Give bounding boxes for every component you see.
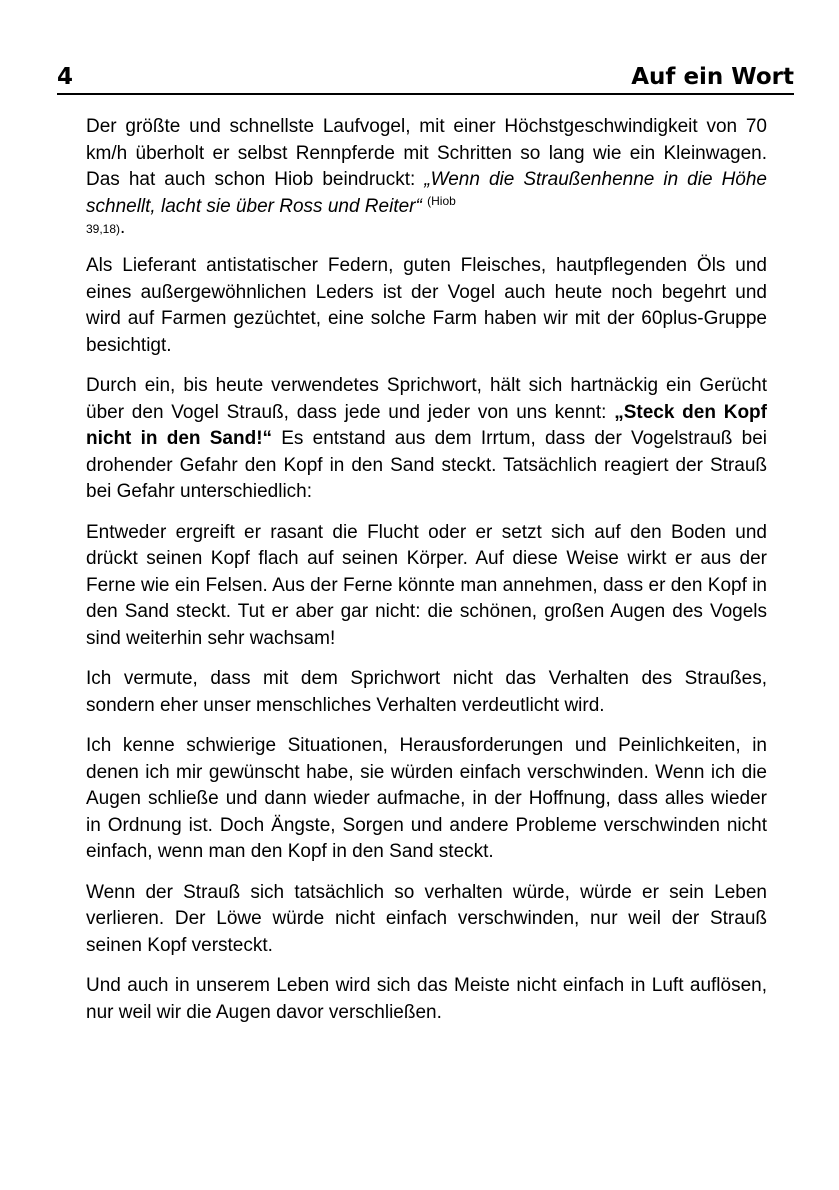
paragraph-2: Als Lieferant antistatischer Federn, guten Fleisches, hautpflegenden Öls und eines außergewöhnlichen Leders ist der Vogel auch heute noch begehrt und wird auf Farmen gezüchtet, eine solche Farm haben wir mit der 60plus-Gruppe besichtigt. — [86, 255, 767, 356]
bible-reference-a: (Hiob — [427, 193, 456, 208]
paragraph-1-end: . — [120, 217, 126, 238]
paragraph-3-before: Durch ein, bis heute verwendetes Sprichwort, hält sich hartnäckig ein Gerücht über den Vogel Strauß, dass jede und jeder von uns kennt: — [86, 375, 767, 423]
paragraph-3 — [86, 373, 767, 506]
paragraph-1-text: Der größte und schnellste Laufvogel, mit einer Höchstgeschwindigkeit von 70 km/h überholt er selbst Rennpferde mit Schritten so lang wie ein Kleinwagen. Das hat auch schon Hiob beindruckt: — [86, 116, 767, 190]
paragraph-6: Ich kenne schwierige Situationen, Herausforderungen und Peinlichkeiten, in denen ich mir gewünscht habe, sie würden einfach verschwinden. Wenn ich die Augen schließe und dann wieder aufmache, in der Hoffnung, dass alles wieder in Ordnung ist. Doch Ängste, Sorgen und andere Probleme verschwinden nicht einfach, wenn man den Kopf in den Sand steckt. — [86, 735, 767, 862]
paragraph-7: Wenn der Strauß sich tatsächlich so verhalten würde, würde er sein Leben verlieren. Der Löwe würde nicht einfach verschwinden, nur weil der Strauß seinen Kopf versteckt. — [86, 881, 767, 956]
paragraph-1 — [86, 114, 767, 239]
article-body — [86, 114, 767, 1040]
paragraph-3-after: Es entstand aus dem Irrtum, dass der Vogelstrauß bei drohender Gefahr den Kopf in den Sand steckt. Tatsächlich reagiert der Strauß bei Gefahr unterschiedlich: — [86, 428, 767, 502]
page-title: Auf ein Wort — [631, 64, 794, 90]
paragraph-8: Und auch in unserem Leben wird sich das Meiste nicht einfach in Luft auflösen, nur weil wir die Augen davor verschließen. — [86, 975, 767, 1023]
paragraph-5: Ich vermute, dass mit dem Sprichwort nicht das Verhalten des Straußes, sondern eher unser menschliches Verhalten verdeutlicht wird. — [86, 668, 767, 716]
page-number: 4 — [57, 64, 74, 90]
page-header — [57, 58, 794, 95]
bible-reference-b: 39,18) — [86, 222, 121, 236]
proverb-quote: „Steck den Kopf nicht in den Sand!“ — [86, 401, 767, 449]
bible-quote: „Wenn die Straußenhenne in die Höhe schnellt, lacht sie über Ross und Reiter“ — [86, 169, 767, 217]
paragraph-4: Entweder ergreift er rasant die Flucht oder er setzt sich auf den Boden und drückt seinen Kopf flach auf seinen Körper. Auf diese Weise wirkt er aus der Ferne wie ein Felsen. Aus der Ferne könnte man annehmen, dass er den Kopf in den Sand steckt. Tut er aber gar nicht: die schönen, großen Augen des Vogels sind weiterhin sehr wachsam! — [86, 521, 767, 649]
